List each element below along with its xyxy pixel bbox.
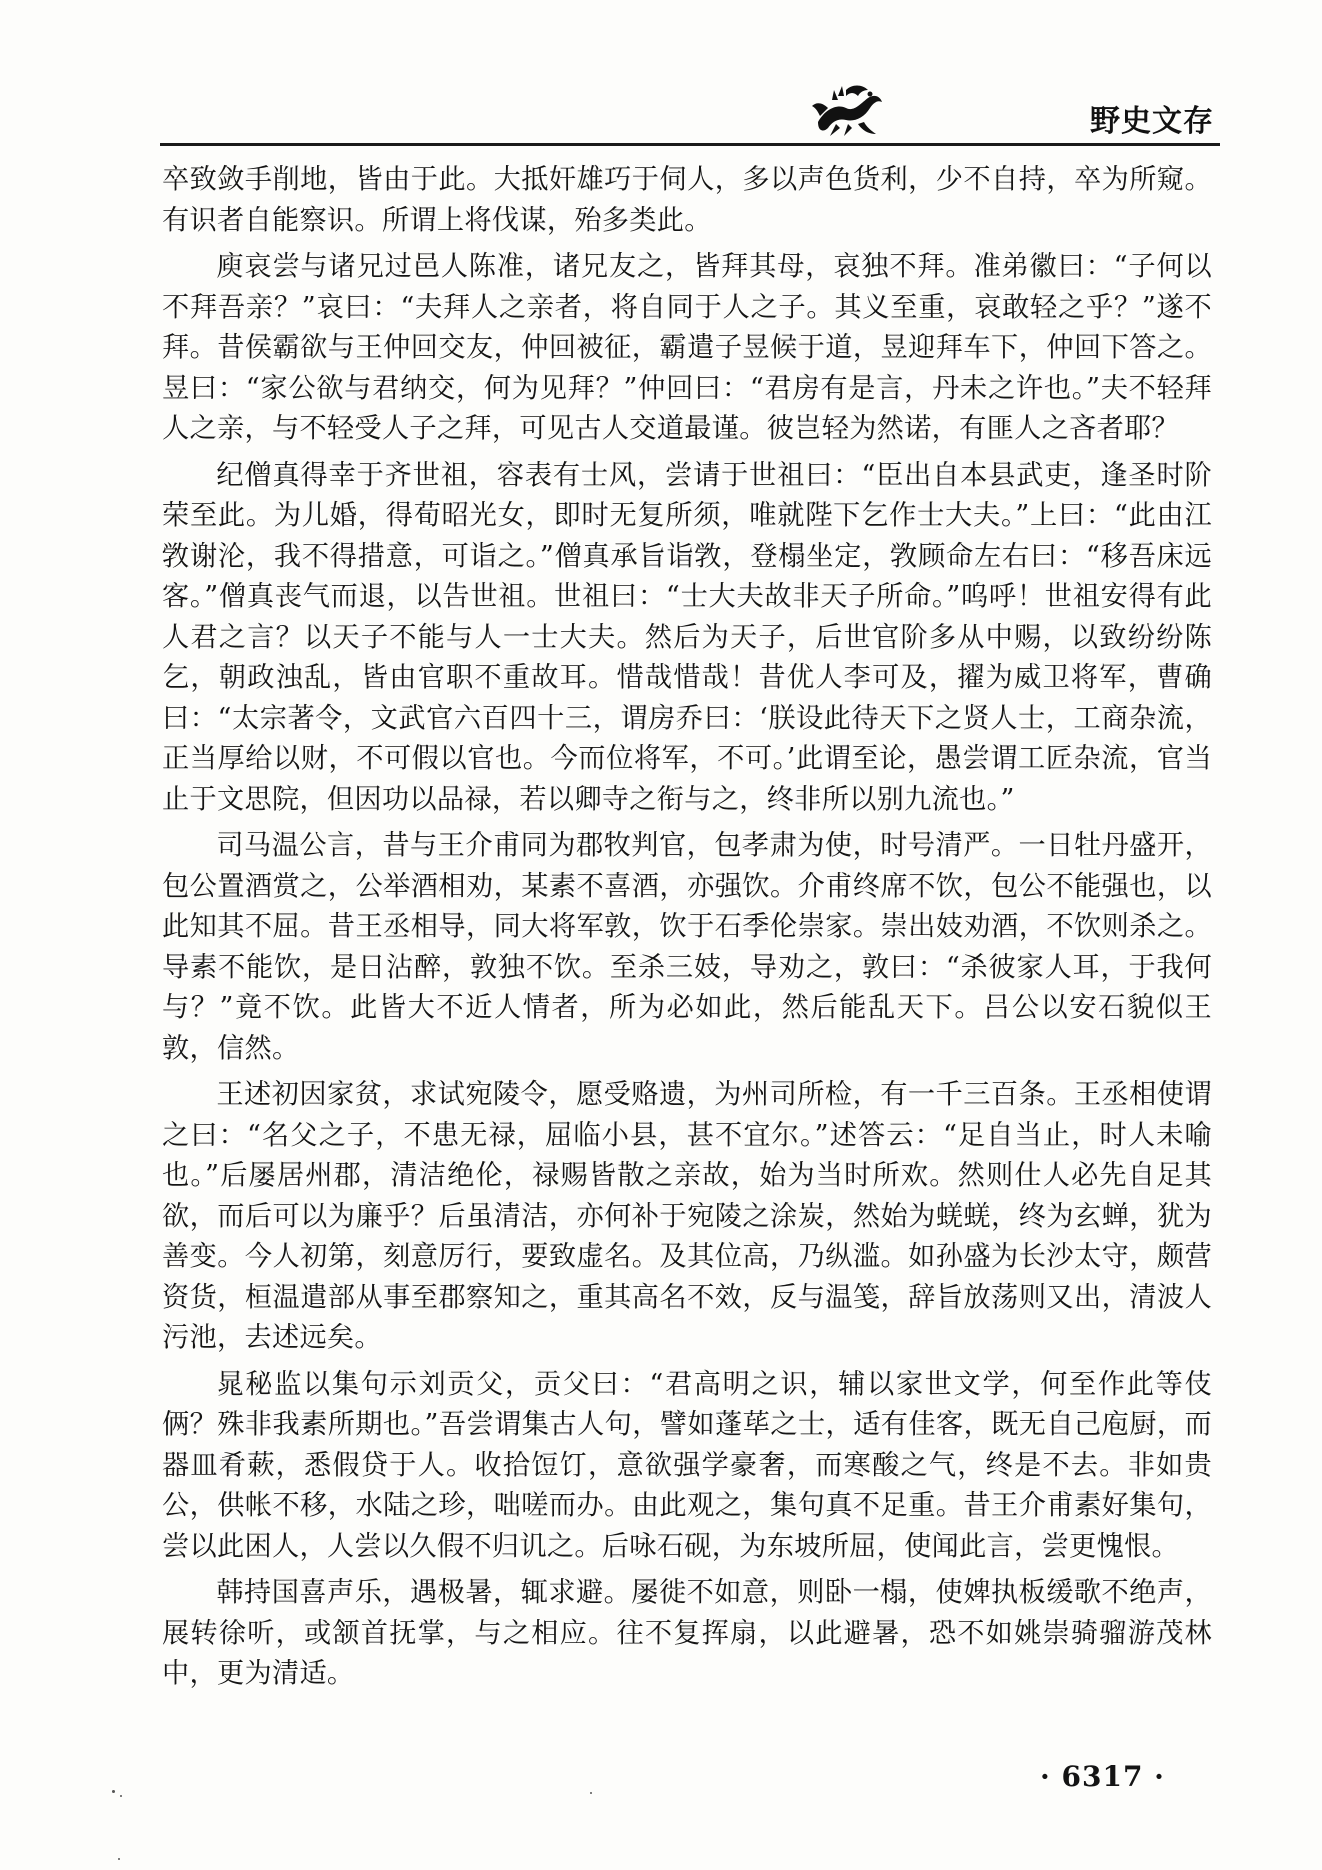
paragraph-continued: 卒致敛手削地，皆由于此。大抵奸雄巧于伺人，多以声色货利，少不自持，卒为所窥。有识者自能察识。所谓上将伐谋，殆多类此。 [162,164,1212,236]
header-divider [160,143,1220,146]
paragraph: 韩持国喜声乐，遇极暑，辄求避。屡徙不如意，则卧一榻，使婢执板缓歌不绝声，展转徐听，或颔首抚掌，与之相应。往不复挥扇，以此避暑，恐不如姚崇骑骝游茂林中，更为清适。 [162,1577,1212,1689]
scan-speck [120,1795,122,1797]
paragraph: 庾哀尝与诸兄过邑人陈准，诸兄友之，皆拜其母，哀独不拜。准弟徽曰：“子何以不拜吾亲？”哀曰：“夫拜人之亲者，将自同于人之子。其义至重，哀敢轻之乎？”遂不拜。昔侯霸欲与王仲回交友，仲回被征，霸遣子昱候于道，昱迎拜车下，仲回下答之。昱曰：“家公欲与君纳交，何为见拜？”仲回曰：“君房有是言，丹未之许也。”夫不轻拜人之亲，与不轻受人子之拜，可见古人交道最谨。彼岂轻为然诺，有匪人之吝者耶？ [162,251,1212,444]
scan-speck [112,1790,115,1793]
scan-speck [590,1792,592,1794]
paragraph: 纪僧真得幸于齐世祖，容表有士风，尝请于世祖曰：“臣出自本县武吏，逢圣时阶荣至此。为儿婚，得荀昭光女，即时无复所须，唯就陛下乞作士大夫。”上曰：“此由江敩谢沦，我不得措意，可诣之。”僧真承旨诣敩，登榻坐定，敩顾命左右曰：“移吾床远客。”僧真丧气而退，以告世祖。世祖曰：“士大夫故非天子所命。”呜呼！世祖安得有此人君之言？以天子不能与人一士大夫。然后为天子，后世官阶多从中赐，以致纷纷陈乞，朝政浊乱，皆由官职不重故耳。惜哉惜哉！昔优人李可及，擢为威卫将军，曹确曰：“太宗著令，文武官六百四十三，谓房乔曰：‘朕设此待天下之贤人士，工商杂流，正当厚给以财，不可假以官也。今而位将军，不可。’此谓至论，愚尝谓工匠杂流，官当止于文思院，但因功以品禄，若以卿寺之衔与之，终非所以别九流也。” [162,459,1212,815]
series-title: 野史文存 [1090,104,1214,139]
dragon-emblem-icon [808,78,886,140]
paragraph: 晁秘监以集句示刘贡父，贡父曰：“君高明之识，辅以家世文学，何至作此等伎俩？殊非我素所期也。”吾尝谓集古人句，譬如蓬荜之士，适有佳客，既无自己庖厨，而器皿肴蔌，悉假贷于人。收拾饾饤，意欲强学豪奢，而寒酸之气，终是不去。非如贵公，供帐不移，水陆之珍，咄嗟而办。由此观之，集句真不足重。昔王介甫素好集句，尝以此困人，人尝以久假不归讥之。后咏石砚，为东坡所屈，使闻此言，尝更愧恨。 [162,1368,1212,1562]
page-number: · 6317 · [1040,1760,1165,1793]
scan-speck [118,1858,120,1860]
page-header [0,0,1322,150]
article-body [162,160,1212,1701]
paragraph: 司马温公言，昔与王介甫同为郡牧判官，包孝肃为使，时号清严。一日牡丹盛开，包公置酒赏之，公举酒相劝，某素不喜酒，亦强饮。介甫终席不饮，包公不能强也，以此知其不屈。昔王丞相导，同大将军敦，饮于石季伦崇家。崇出妓劝酒，不饮则杀之。导素不能饮，是日沾醉，敦独不饮。至杀三妓，导劝之，敦曰：“杀彼家人耳，于我何与？”竟不饮。此皆大不近人情者，所为必如此，然后能乱天下。吕公以安石貌似王敦，信然。 [162,830,1212,1064]
paragraph: 王述初因家贫，求试宛陵令，愿受赂遗，为州司所检，有一千三百条。王丞相使谓之曰：“名父之子，不患无禄，屈临小县，甚不宜尔。”述答云：“足自当止，时人未喻也。”后屡居州郡，清洁绝伦，禄赐皆散之亲故，始为当时所欢。然则仕人必先自足其欲，而后可以为廉乎？后虽清洁，亦何补于宛陵之涂炭，然始为蜣蜣，终为玄蝉，犹为善变。今人初第，刻意厉行，要致虚名。及其位高，乃纵滥。如孙盛为长沙太守，颇营资货，桓温遣部从事至郡察知之，重其高名不效，反与温笺，辞旨放荡则又出，清波人污池，去述远矣。 [162,1079,1212,1353]
